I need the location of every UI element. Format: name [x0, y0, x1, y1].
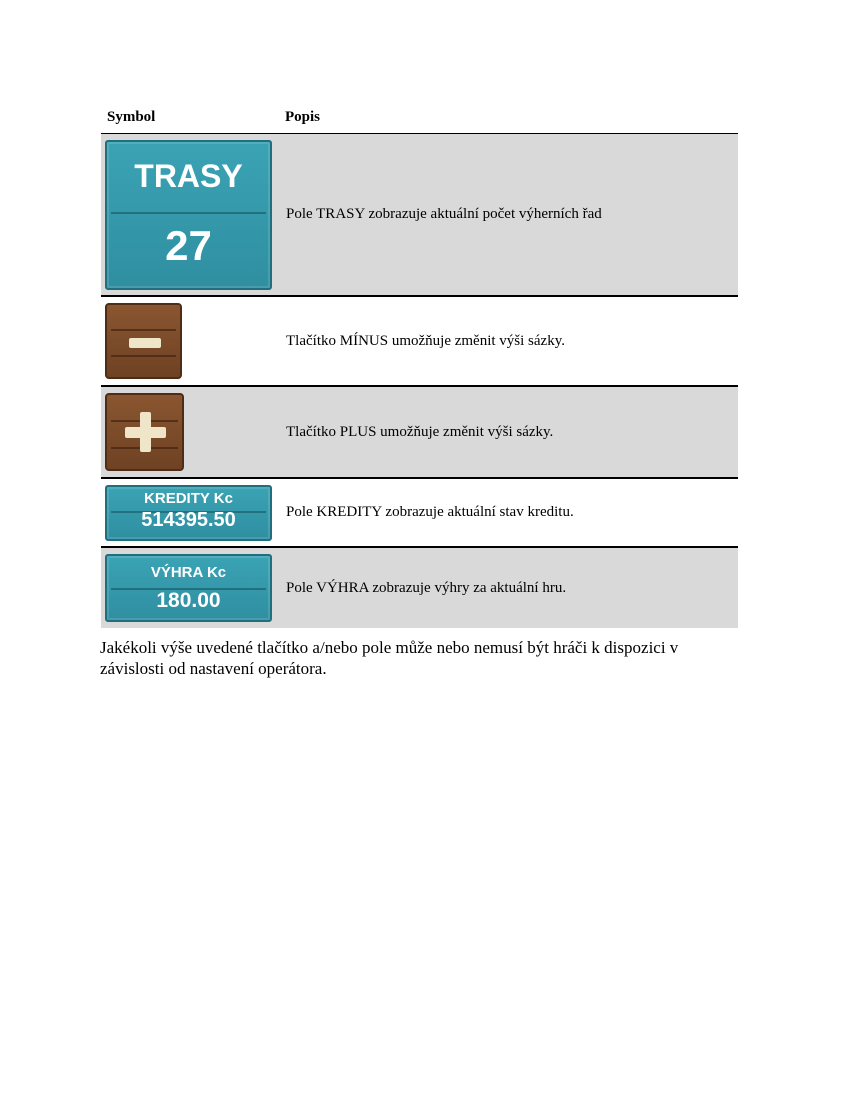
- table-row-minus: [101, 297, 738, 387]
- trasy-icon-title: TRASY: [134, 157, 243, 194]
- plus-button-icon: [105, 393, 184, 471]
- header-description: Popis: [285, 109, 321, 125]
- kredity-field-icon: [105, 485, 272, 541]
- trasy-icon-value: 27: [165, 221, 212, 269]
- vyhra-icon-value: 180.00: [156, 589, 221, 612]
- table-row-kredity: [101, 479, 738, 548]
- table-row-vyhra: [101, 548, 738, 628]
- vyhra-field-icon: [105, 554, 272, 622]
- table-header: [101, 100, 738, 134]
- row-description: Tlačítko PLUS umožňuje změnit výši sázky.: [286, 423, 554, 440]
- table-row-plus: [101, 387, 738, 479]
- symbol-table: [101, 100, 738, 628]
- minus-button-icon: [105, 303, 182, 379]
- vyhra-icon-title: VÝHRA Kc: [150, 564, 227, 581]
- row-description: Pole VÝHRA zobrazuje výhry za aktuální hru.: [286, 579, 567, 596]
- row-description: Pole KREDITY zobrazuje aktuální stav kreditu.: [286, 504, 574, 520]
- row-description: Tlačítko MÍNUS umožňuje změnit výši sázky.: [286, 332, 565, 349]
- row-description: Pole TRASY zobrazuje aktuální počet výherních řad: [286, 206, 602, 222]
- trasy-field-icon: [105, 140, 272, 290]
- kredity-icon-title: KREDITY Kc: [144, 489, 233, 507]
- availability-note: Jakékoli výše uvedené tlačítko a/nebo pole může nebo nemusí být hráči k dispozici v závislosti od nastavení operátora.: [100, 638, 679, 678]
- kredity-icon-value: 514395.50: [141, 508, 236, 531]
- header-symbol: Symbol: [107, 109, 156, 125]
- table-row-trasy: [101, 134, 738, 297]
